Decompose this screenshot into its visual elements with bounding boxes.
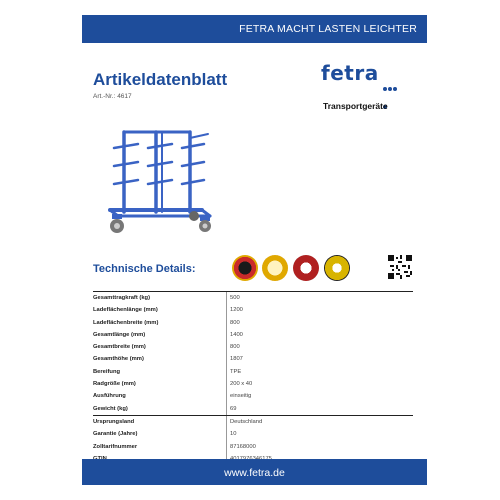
qr-code-icon — [388, 255, 412, 279]
datasheet-page — [82, 15, 427, 485]
table-row: Gesamthöhe (mm) 1807 — [93, 353, 413, 365]
table-row: Bereifung TPE — [93, 366, 413, 378]
quality-badge-icon — [262, 255, 288, 281]
article-number: Art.-Nr.: 4617 — [93, 93, 132, 100]
fetra-logo — [321, 61, 401, 111]
made-in-germany-badge-icon — [232, 255, 258, 281]
table-row: Gesamtlänge (mm) 1400 — [93, 329, 413, 341]
table-row: Zolltarifnummer 87168000 — [93, 441, 413, 453]
website-link[interactable]: www.fetra.de — [224, 467, 285, 479]
total-stop-badge-icon — [293, 255, 319, 281]
table-row: Ursprungsland Deutschland — [93, 416, 413, 428]
kit-badge-icon — [324, 255, 350, 281]
shelf-trolley-image — [104, 118, 216, 236]
header-slogan: FETRA MACHT LASTEN LEICHTER — [239, 23, 417, 35]
certification-badges — [232, 255, 354, 283]
table-row: Ausführung einseitig — [93, 390, 413, 402]
table-row: Garantie (Jahre) 10 — [93, 428, 413, 440]
section-title-technical: Technische Details: — [93, 263, 196, 275]
table-row: Ladeflächenbreite (mm) 800 — [93, 317, 413, 329]
table-row: Ladeflächenlänge (mm) 1200 — [93, 304, 413, 316]
spec-table — [93, 291, 413, 465]
table-row: Radgröße (mm) 200 x 40 — [93, 378, 413, 390]
logo-subtitle: Transportgeräte — [323, 101, 388, 111]
table-row: Gesamttragkraft (kg) 500 — [93, 292, 413, 304]
table-row: Gesamtbreite (mm) 800 — [93, 341, 413, 353]
header-bar — [82, 15, 427, 43]
table-row: Gewicht (kg) 69 — [93, 403, 413, 415]
page-title: Artikeldatenblatt — [93, 70, 228, 89]
footer-bar — [82, 459, 427, 485]
logo-brand: fetra — [321, 61, 379, 85]
